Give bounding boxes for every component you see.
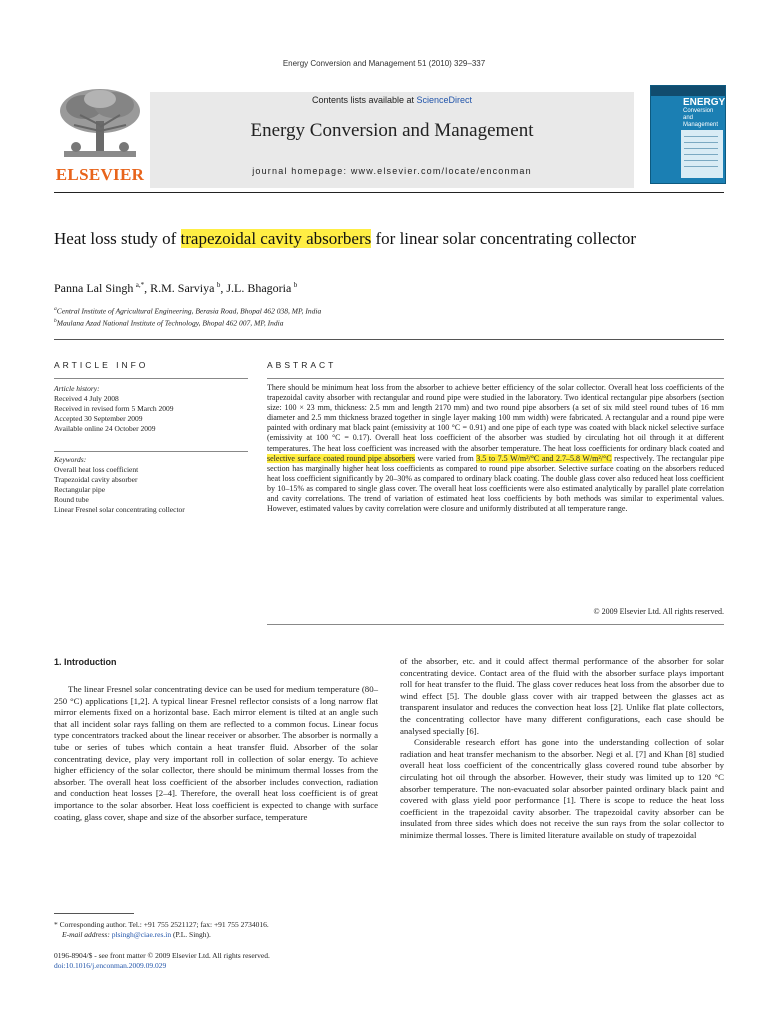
journal-homepage[interactable]: journal homepage: www.elsevier.com/locate/enconman	[252, 166, 532, 176]
abstract-highlight: 3.5 to 7.5 W/m²/°C and 2.7–5.8 W/m²/°C	[476, 453, 612, 463]
cover-line	[684, 148, 718, 149]
keyword: Round tube	[54, 495, 89, 504]
abstract-part: There should be minimum heat loss from the absorber to achieve better efficiency of the solar collector. Overall heat loss coefficients of the trapezoidal cavity absorber with rectangular and round pipe were studied in the laboratory. Two identical rectangular pipe absorbers (section size: 100 × 23 mm, thickness: 2.5 mm and length 2170 mm) and two round pipe absorbers (a set of six mild steel round tubes of 16 mm diameter and 2.5 mm thickness brazed together in single layer making 100 mm width) were fabricated. A rectangular and a round pipe were painted with ordinary mat black paint (emissivity at 100 °C = 0.91) and one pipe of each type was coated with black nickel selective surface (emissivity at 100 °C = 0.17). Overall heat loss coefficient of the absorber was studied by circulating hot oil through it at different temperatures. The heat loss coefficient was increased with the absorber temperature. The heat loss coefficients for ordinary black coated and	[267, 383, 724, 453]
cover-line	[684, 160, 718, 161]
affiliation-a	[54, 306, 321, 316]
cover-subtitle: Conversion and Management	[683, 108, 719, 128]
article-info-rule	[54, 378, 248, 379]
keywords-rule	[54, 451, 248, 452]
history-item: Received 4 July 2008	[54, 394, 119, 403]
author-3-affil: b	[293, 281, 298, 289]
footnote-rule	[54, 913, 134, 914]
keywords-list	[54, 455, 248, 515]
cover-top-band	[651, 86, 725, 96]
cover-line	[684, 154, 718, 155]
title-prefix: Heat loss study of	[54, 229, 181, 248]
author-2[interactable]: , R.M. Sarviya	[144, 281, 215, 295]
doi-link[interactable]: doi:10.1016/j.enconman.2009.09.029	[54, 961, 167, 970]
abstract-heading: ABSTRACT	[267, 360, 337, 370]
body-column-left	[54, 684, 378, 823]
author-2-affil: b	[216, 281, 221, 289]
footnote-contact: * Corresponding author. Tel.: +91 755 2521127; fax: +91 755 2734016.	[54, 920, 269, 929]
journal-reference: Energy Conversion and Management 51 (2010) 329–337	[282, 59, 486, 68]
introduction-heading: 1. Introduction	[54, 657, 117, 667]
author-3[interactable]: , J.L. Bhagoria	[220, 281, 292, 295]
header-divider	[54, 192, 724, 193]
body-column-right	[400, 656, 724, 842]
history-item: Received in revised form 5 March 2009	[54, 404, 174, 413]
abstract-part: respectively. The rectangular pipe section has marginally higher heat loss coefficients as compared to round pipe absorber. Selective surface coating on the absorbers reduced heat loss coefficient significantly by 20–30% as compared to ordinary black coating. The double glass cover also reduced heat loss coefficient by 10–15% as compared to single glass cover. The overall heat loss coefficients were also estimated analytically by parallel plate correlation and cavity correlations. The trend of variation of estimated heat loss coefficients by both methods was similar to experimental values. However, estimated values by cavity correlation were closure and uniformly distributed at all temperature range.	[267, 453, 724, 514]
journal-cover-image	[650, 85, 726, 184]
keywords-label: Keywords:	[54, 455, 87, 464]
journal-name: Energy Conversion and Management	[250, 120, 534, 141]
abstract-rule	[267, 378, 724, 379]
affiliation-b-marker: b	[54, 318, 57, 324]
keyword: Rectangular pipe	[54, 485, 106, 494]
cover-title: ENERGY	[683, 97, 726, 108]
tree-icon	[54, 85, 146, 165]
issn-line: 0196-8904/$ - see front matter © 2009 Elsevier Ltd. All rights reserved.	[54, 951, 270, 960]
email-label: E-mail address:	[62, 930, 112, 939]
section-divider	[54, 339, 724, 340]
article-title	[54, 228, 654, 250]
contents-line	[150, 95, 634, 105]
affiliation-b	[54, 318, 284, 328]
article-info-heading: ARTICLE INFO	[54, 360, 149, 370]
author-1-affil: a,*	[135, 281, 145, 289]
abstract-highlight: selective surface coated round pipe absorbers	[267, 453, 415, 463]
keyword: Linear Fresnel solar concentrating collector	[54, 505, 185, 514]
body-paragraph: The linear Fresnel solar concentrating device can be used for medium temperature (80–250 °C) applications [1,2]. A typical linear Fresnel reflector consists of a long narrow flat mirror elements fixed on a horizontal base. Each mirror element is tilted at an angle such that all incident solar rays falling on them are reflected to a common focus. Linear focus type concentrators tracked about the linear receiver or absorber. The absorber is normally a tube or series of tubes which contain a heat transfer fluid. Absorber of the solar concentrating device, play very important roll in collection of solar energy. To achieve higher efficiency of the solar collector, there should be minimum thermal losses from the absorber. The overall heat loss coefficient of the absorber includes convection, radiation and conduction heat losses [2–4]. Therefore, the overall heat loss coefficient is of great importance to the solar absorber. Heat loss coefficient is expected to change with surface coating, glass cover, shape and size of the absorber surface, temperature	[54, 684, 378, 822]
history-item: Available online 24 October 2009	[54, 424, 156, 433]
publisher-name: ELSEVIER	[55, 165, 145, 184]
history-item: Accepted 30 September 2009	[54, 414, 143, 423]
title-suffix: for linear solar concentrating collector	[371, 229, 637, 248]
email-suffix: (P.L. Singh).	[171, 930, 211, 939]
body-paragraph: of the absorber, etc. and it could affect thermal performance of the absorber for solar concentrating device. Contact area of the fluid with the absorber surface plays important roll for heat transfer to the fluid. The glass cover reduces heat loss from the absorber due to wind effect [5]. The double glass cover with air trapped between the glasses act as transparent insulator and reduces the convection heat loss [2]. Unlike flat plate collectors, the concentrating collector have many different configurations, each case should be analysed specially [6].	[400, 656, 724, 736]
keyword: Trapezoidal cavity absorber	[54, 475, 138, 484]
abstract-copyright: © 2009 Elsevier Ltd. All rights reserved.	[593, 607, 724, 616]
author-list	[54, 281, 297, 296]
history-label: Article history:	[54, 384, 100, 393]
contents-prefix: Contents lists available at	[311, 95, 417, 105]
article-history	[54, 384, 248, 434]
affiliation-a-marker: a	[54, 306, 57, 312]
title-highlight: trapezoidal cavity absorbers	[180, 229, 372, 248]
email-link[interactable]: plsingh@ciae.res.in	[111, 930, 172, 939]
keyword: Overall heat loss coefficient	[54, 465, 139, 474]
abstract-part: were varied from	[414, 453, 477, 463]
sciencedirect-link[interactable]: ScienceDirect	[416, 95, 473, 105]
body-paragraph: Considerable research effort has gone into the understanding collection of solar radiation and heat transfer mechanism to the absorber. Negi et al. [7] and Khan [8] studied overall heat loss coefficient of the concentrically glass covered round tube absorber by circulating hot oil through the absorber. However, their study was limited up to 120 °C absorber temperature. The non-evacuated solar absorber painted ordinary black paint and covered with glass yield poor performance [1]. There is scope to reduce the heat loss coefficient in the trapezoidal cavity absorber. The trapezoidal cavity absorber can be insulated from three sides which does not receive the sun rays from the solar collector to minimize thermal losses. There is limited literature available on study of trapezoidal	[400, 737, 724, 840]
elsevier-logo	[54, 85, 146, 185]
corresponding-author-footnote	[54, 920, 378, 940]
author-1[interactable]: Panna Lal Singh	[54, 281, 134, 295]
affiliation-a-text: Central Institute of Agricultural Engineering, Berasia Road, Bhopal 462 038, MP, India	[56, 306, 322, 316]
affiliation-b-text: Maulana Azad National Institute of Technology, Bhopal 462 007, MP, India	[56, 318, 284, 328]
footnote-email-line	[54, 930, 378, 940]
abstract-text	[267, 383, 724, 514]
cover-line	[684, 166, 718, 167]
publication-info	[54, 951, 454, 971]
cover-line	[684, 136, 718, 137]
abstract-bottom-rule	[267, 624, 724, 625]
cover-line	[684, 142, 718, 143]
